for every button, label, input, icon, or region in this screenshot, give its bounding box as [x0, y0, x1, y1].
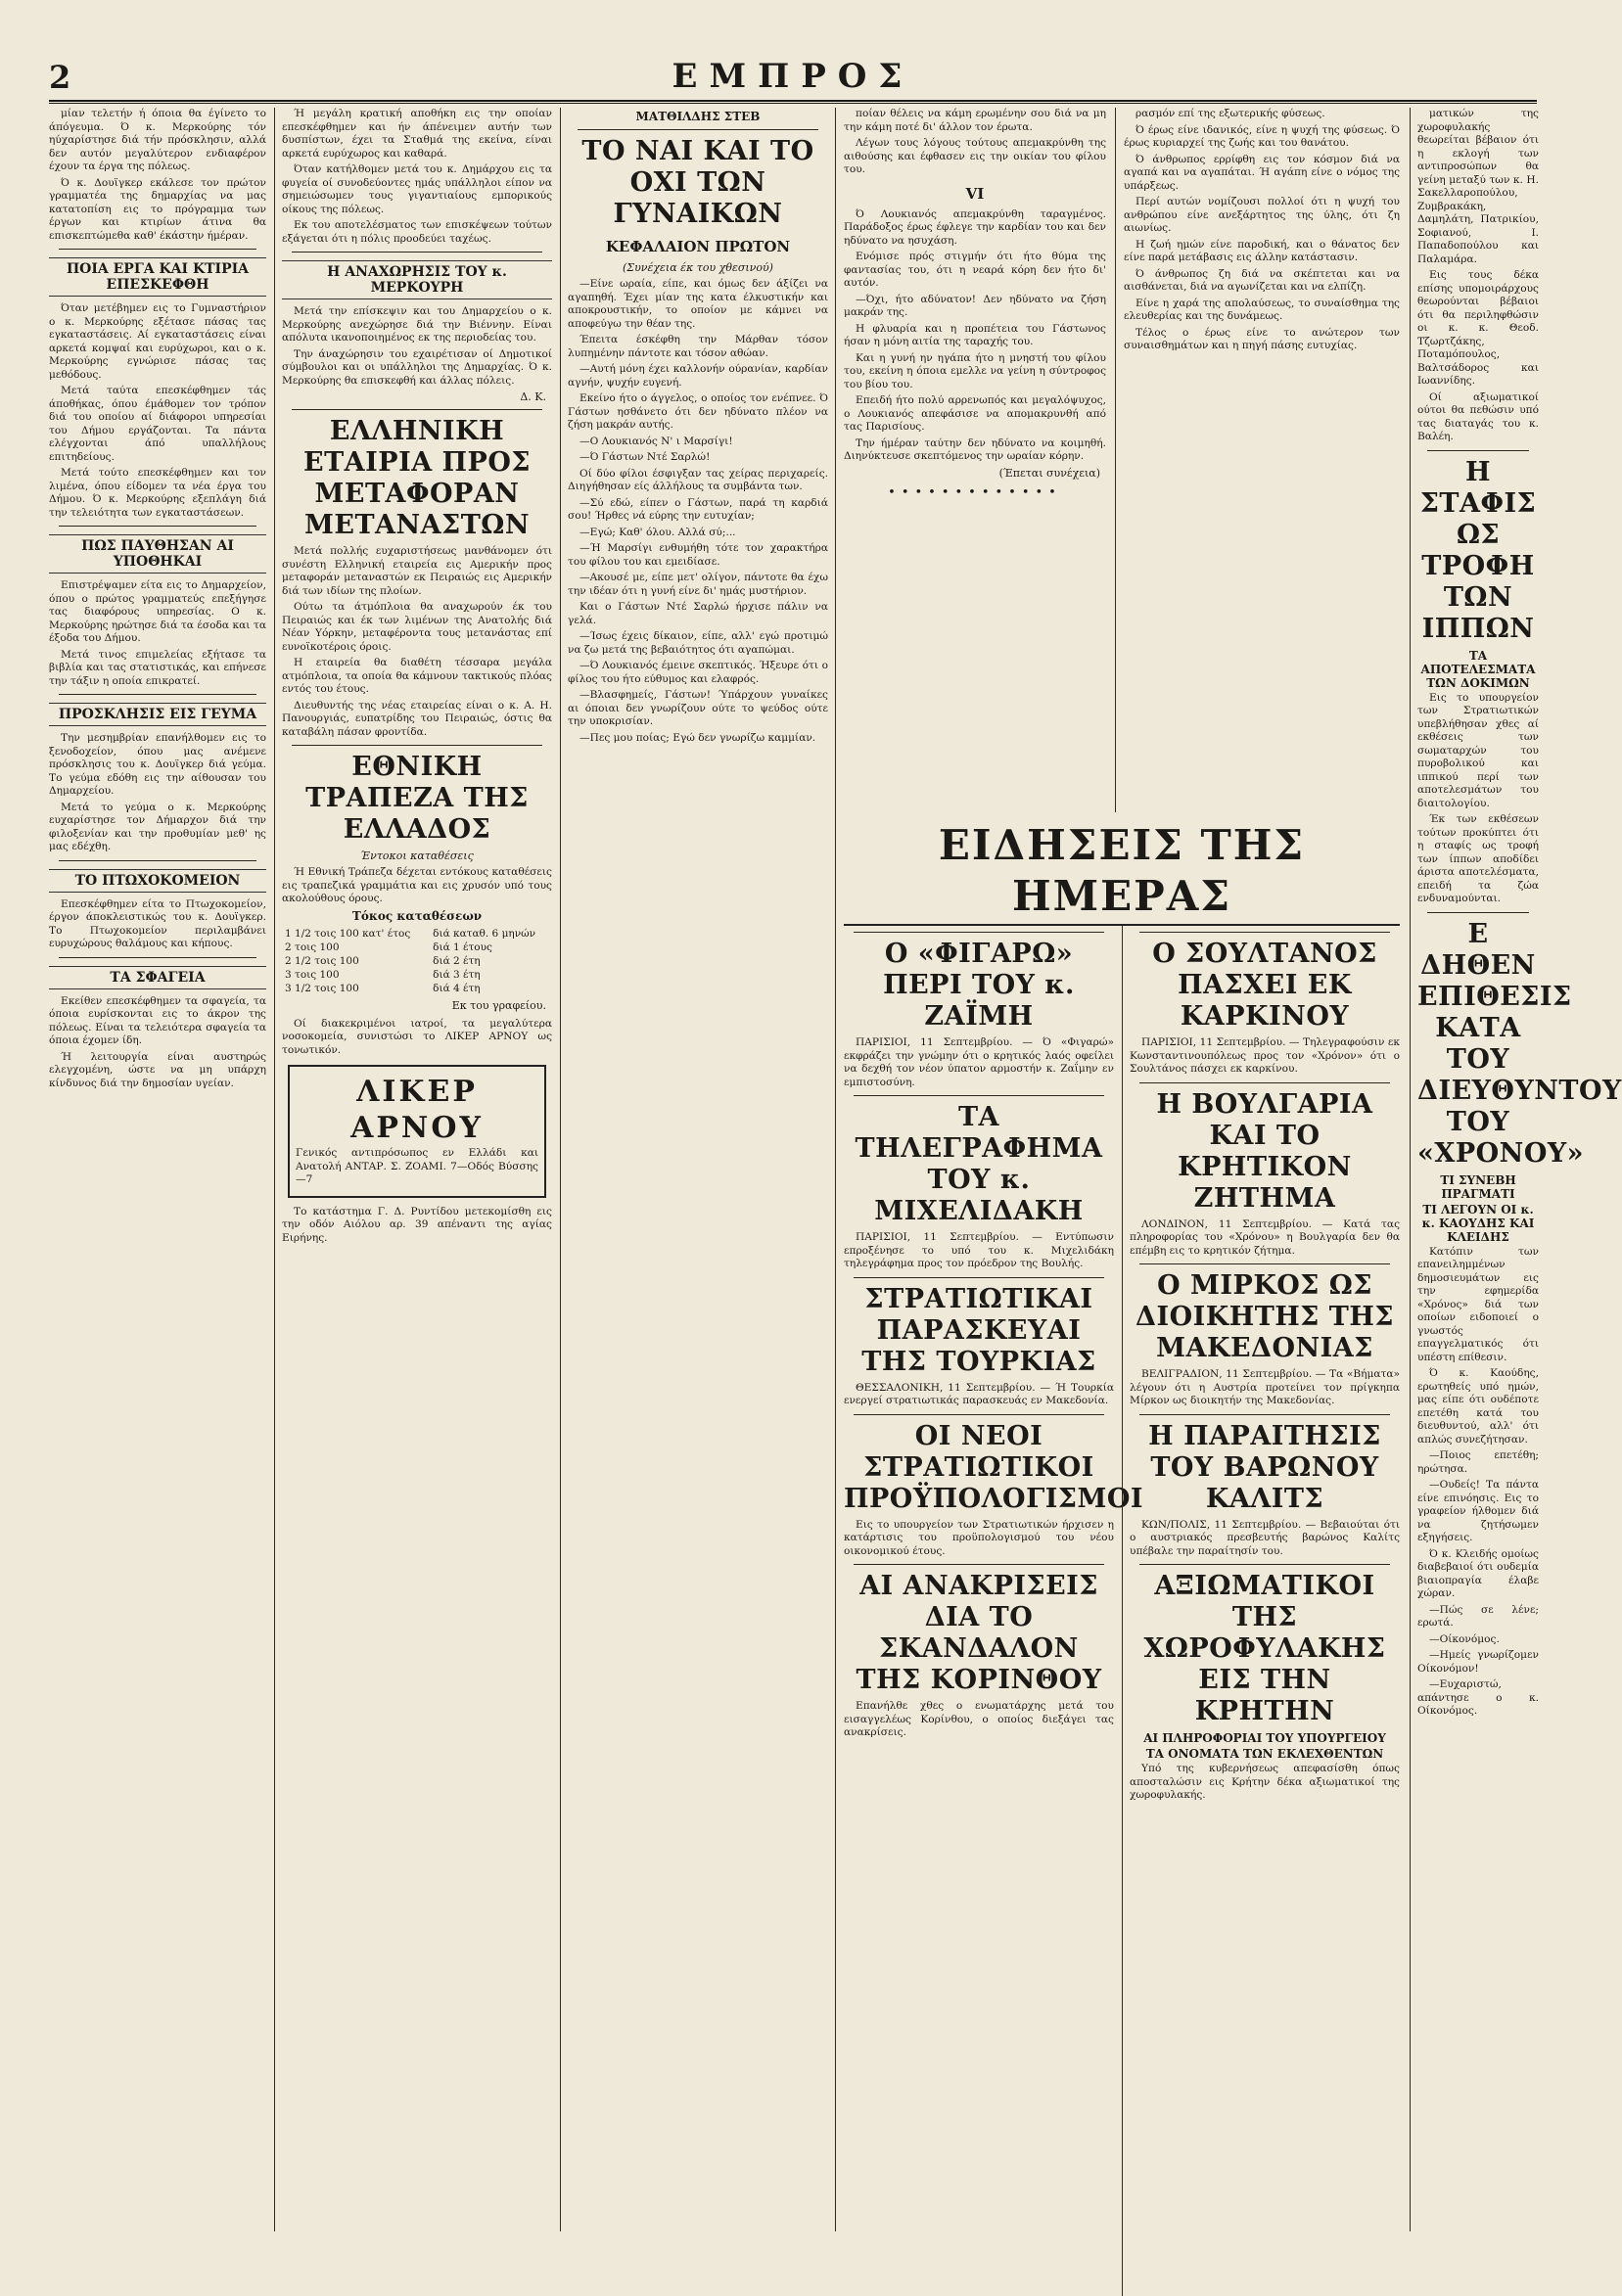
subheadline: ΤΑ ΟΝΟΜΑΤΑ ΤΩΝ ΕΚΛΕΧΘΕΝΤΩΝ	[1145, 1747, 1384, 1761]
table-cell: 3 τοις 100	[285, 968, 340, 981]
headline: Ο ΣΟΥΛΤΑΝΟΣ ΠΑΣΧΕΙ ΕΚ ΚΑΡΚΙΝΟΥ	[1152, 939, 1377, 1032]
section-heading: ΠΡΟΣΚΛΗΣΙΣ ΕΙΣ ΓΕΥΜΑ	[49, 703, 266, 726]
table-cell: διά 4 έτη	[433, 982, 481, 994]
paragraph: —Πώς σε λένε; ερωτά.	[1417, 1603, 1539, 1629]
rule	[854, 932, 1104, 933]
headline: Ο ΜΙΡΚΟΣ ΩΣ ΔΙΟΙΚΗΤΗΣ ΤΗΣ ΜΑΚΕΔΟΝΙΑΣ	[1135, 1270, 1394, 1363]
signature: Δ. Κ.	[520, 390, 546, 403]
paragraph: Έπειτα έσκέφθη την Μάρθαν τόσον λυπημένην πάντοτε και τόσον αθώαν.	[568, 334, 828, 359]
table-cell: διά 2 έτη	[433, 954, 481, 967]
table-row	[282, 982, 552, 995]
headline: Η ΠΑΡΑΙΤΗΣΙΣ ΤΟΥ ΒΑΡΩΝΟΥ ΚΑΛΙΤΣ	[1148, 1420, 1381, 1514]
paragraph: —Πες μου ποίας; Εγώ δεν γνωρίζω καμμίαν.	[579, 731, 816, 744]
headline: ΟΙ ΝΕΟΙ ΣΤΡΑΤΙΩΤΙΚΟΙ ΠΡΟΫΠΟΛΟΓΙΣΜΟΙ	[844, 1420, 1144, 1514]
paragraph: —Ποιος επετέθη; ηρώτησα.	[1417, 1449, 1539, 1475]
rule	[854, 1095, 1104, 1096]
paragraph: Ό άνθρωπος ζη διά να σκέπτεται και να αισθάνεται, διά να αγωνίζεται και να ελπίζη.	[1124, 267, 1400, 293]
table-row	[282, 927, 552, 941]
paragraph: ΛΟΝΔΙΝΟΝ, 11 Σεπτεμβρίου. — Κατά τας πληροφορίας του «Χρόνου» η Βουλγαρία δεν θα επέμβη εις το κρητικόν ζήτημα.	[1130, 1217, 1400, 1257]
section-heading: ΠΩΣ ΠΑΥΘΗΣΑΝ ΑΙ ΥΠΟΘΗΚΑΙ	[49, 534, 266, 574]
paragraph: ΘΕΣΣΑΛΟΝΙΚΗ, 11 Σεπτεμβρίου. — Ή Τουρκία ενεργεί στρατιωτικάς παρασκευάς εν Μακεδονία.	[844, 1381, 1114, 1406]
paragraph: —Ό Γάστων Ντέ Σαρλώ!	[579, 451, 711, 463]
paragraph: Περί αυτών νομίζουσι πολλοί ότι η ψυχή του ανθρώπου είνε ανεξάρτητος της ύλης, ότι ζη αιωνίως.	[1124, 196, 1400, 234]
subheadline: ΤΙ ΛΕΓΟΥΝ ΟΙ κ. κ. ΚΑΟΥΔΗΣ ΚΑΙ ΚΛΕΙΔΗΣ	[1421, 1202, 1535, 1244]
paragraph: Ούτω τα άτμόπλοια θα αναχωρούν έκ του Πειραιώς και έκ των λιμένων της Ανατολής διά Νέαν Υόρκην, μεταφέροντα τους μετανάστας επί ευνοϊκοτέροις όροις.	[282, 601, 552, 653]
paragraph: ΠΑΡΙΣΙΟΙ, 11 Σεπτεμβρίου. — Εντύπωσιν επροξένησε το υπό του κ. Μιχελιδάκη τηλεγράφημα προς τον πρόεδρον της Βουλής.	[844, 1231, 1114, 1269]
rule	[292, 252, 542, 253]
paragraph: —Όχι, ήτο αδύνατον! Δεν ηδύνατο να ζήση μακράν της.	[844, 293, 1106, 318]
news-right-column	[1130, 926, 1400, 2296]
paragraph: —Ευχαριστώ, απάντησε ο κ. Οίκονόμος.	[1417, 1678, 1539, 1717]
paragraph: Ό Λουκιανός απεμακρύνθη ταραγμένος. Παράδοξος έρως έφλεγε την καρδίαν του και δεν ηδύνατο να ησυχάση.	[844, 207, 1106, 247]
chapter-heading: VI	[965, 184, 985, 203]
ad-line: Γενικός αντιπρόσωπος εν Ελλάδι και Ανατολή ΑΝΤΑΡ. Σ. ΖΟΑΜΙ. 7—Οδός Βύσσης—7	[296, 1147, 538, 1185]
headline: ΑΞΙΩΜΑΤΙΚΟΙ ΤΗΣ ΧΩΡΟΦΥΛΑΚΗΣ ΕΙΣ ΤΗΝ ΚΡΗΤΗΝ	[1143, 1571, 1386, 1726]
paragraph: Μετά ταύτα επεσκέφθημεν τάς άποθήκας, όπου έμάθομεν τον τρόπον διά του οποίου αί διάφοροι υπηρεσίαι του Δήμου εργάζονται. Τα πάντα ελέγχονται άπό υπαλλήλους επιτηδείους.	[49, 385, 266, 463]
paragraph: —Ίσως έχεις δίκαιον, είπε, αλλ' εγώ προτιμώ να ζω μετά της βεβαιότητος ότι αγαπώμαι.	[568, 630, 828, 656]
masthead: ΕΜΠΡΟΣ	[672, 57, 914, 96]
paragraph: Ό έρως είνε ιδανικός, είνε η ψυχή της φύσεως. Ό έρως κυριαρχεί της ζωής και του θανάτου.	[1124, 123, 1400, 149]
paragraph: Ό κ. Κλειδής ομοίως διαβεβαιοί ότι ουδεμία βιαιοπραγία έλαβε χώραν.	[1417, 1547, 1539, 1599]
column-divider	[1410, 108, 1411, 2231]
paragraph: ματικών της χωροφυλακής θεωρείται βέβαιον ότι η εκλογή των αντιπροσώπων θα γείνη μεταξύ των κ. Η. Σακελλαροπούλου, Ζυμβρακάκη, Δαμηλάτη, Πατρικίου, Σοφιανού, Ι. Παπαδοπούλου και Παλαμάρα.	[1417, 108, 1539, 265]
rule	[1139, 1564, 1390, 1565]
headline: Ε ΔΗΘΕΝ ΕΠΙΘΕΣΙΣ ΚΑΤΑ ΤΟΥ ΔΙΕΥΘΥΝΤΟΥ ΤΟΥ «ΧΡΟΝΟΥ»	[1417, 918, 1622, 1169]
paragraph: Το κατάστημα Γ. Δ. Ρυντίδου μετεκομίσθη εις την οδόν Αιόλου αρ. 39 απέναντι της αγίας Ειρήνης.	[282, 1205, 552, 1244]
deposit-rate-table	[282, 909, 552, 995]
rule	[292, 409, 542, 410]
paragraph: —Ο Λουκιανός Ν' ι Μαρσίγι!	[579, 435, 733, 447]
rule	[578, 129, 818, 130]
rule	[1139, 1414, 1390, 1415]
header-rule	[49, 100, 1537, 104]
paragraph: Εις το υπουργείον των Στρατιωτικών ήρχισεν η κατάρτισις του προϋπολογισμού του νέου οικονομικού έτους.	[844, 1518, 1114, 1557]
news-section-title: ΕΙΔΗΣΕΙΣ ΤΗΣ ΗΜΕΡΑΣ	[938, 821, 1306, 920]
rule	[854, 1414, 1104, 1415]
headline: ΑΙ ΑΝΑΚΡΙΣΕΙΣ ΔΙΑ ΤΟ ΣΚΑΝΔΑΛΟΝ ΤΗΣ ΚΟΡΙΝΘΟΥ	[856, 1571, 1102, 1695]
column-1	[49, 108, 266, 2231]
column-6	[1417, 108, 1622, 2231]
section-heading: ΤΟ ΠΤΩΧΟΚΟΜΕΙΟΝ	[49, 869, 266, 893]
paragraph: Η φλυαρία και η προπέτεια του Γάστωνος ήσαν η μόνη αιτία της ταραχής του.	[844, 322, 1106, 347]
paragraph: Την μεσημβρίαν επανήλθομεν εις το ξενοδοχείον, όπου μας ανέμενε πρόσκλησις του κ. Δουϊγκερ διά γεύμα. Το γεύμα εδόθη εις την αίθουσαν του Δημαρχείου.	[49, 732, 266, 797]
paragraph: Εις τους δέκα επίσης υπομοιράρχους θεωρούνται βέβαιοι ότι θα περιληφθώσιν οι κ. κ. Θεοδ. Τζωρτζάκης, Ποταμόπουλος, Βαλτσάδορος και Ιωαννίδης.	[1417, 269, 1539, 387]
paragraph: Μετά τινος επιμελείας εξήτασε τα βιβλία και τας στατιστικάς, και επήνεσε την τάξιν η οποία επικρατεί.	[49, 648, 266, 687]
paragraph: Η εταιρεία θα διαθέτη τέσσαρα μεγάλα ατμόπλοια, τα οποία θα κάμνουν τακτικούς πλόας εντός του έτους.	[282, 657, 552, 695]
column-5	[1124, 108, 1400, 812]
table-cell: 2 τοις 100	[285, 941, 340, 953]
table-cell: διά καταθ. 6 μηνών	[433, 927, 536, 940]
headline: ΕΘΝΙΚΗ ΤΡΑΠΕΖΑ ΤΗΣ ΕΛΛΑΔΟΣ	[305, 752, 529, 845]
paragraph: Εκείνο ήτο ο άγγελος, ο οποίος τον ενέπνεε. Ό Γάστων ησθάνετο ότι δεν ηδύνατο πλέον να ζήση μακράν αυτής.	[568, 392, 828, 431]
paragraph: Μετά τούτο επεσκέφθημεν και τον λιμένα, όπου είδομεν τα νέα έργα του Δήμου. Ό κ. Μερκούρης εξεπλάγη διά την τελειότητα των εγκαταστάσεων.	[49, 467, 266, 519]
subheadline: ΤΙ ΣΥΝΕΒΗ ΠΡΑΓΜΑΤΙ	[1440, 1172, 1516, 1201]
rule	[1427, 450, 1529, 451]
headline: Ο «ΦΙΓΑΡΩ» ΠΕΡΙ ΤΟΥ κ. ΖΑΪΜΗ	[883, 939, 1075, 1032]
table-cell: 3 1/2 τοις 100	[285, 982, 359, 994]
rule	[1139, 1082, 1390, 1083]
advertisement	[288, 1065, 546, 1198]
section-heading: ΤΑ ΣΦΑΓΕΙΑ	[49, 966, 266, 989]
table-title: Τόκος καταθέσεων	[351, 908, 483, 923]
column-4	[844, 108, 1106, 812]
column-divider	[560, 108, 561, 2231]
paragraph: ποίαν θέλεις να κάμη ερωμένην σου διά να μη την κάμη ποτέ δι' άλλον τον έρωτα.	[844, 108, 1106, 133]
paragraph: Ή λειτουργία είναι αυστηρώς ελεγχομένη, ώστε να μη υπάρχη κίνδυνος διά την δημοσίαν υγείαν.	[49, 1050, 266, 1089]
paragraph: Επεσκέφθημεν είτα το Πτωχοκομείον, έργον άποκλειστικώς του κ. Δουϊγκερ. Το Πτωχοκομείον περιλαμβάνει ευρυχώρους θαλάμους και κήπους.	[49, 897, 266, 949]
headline: ΤΟ ΝΑΙ ΚΑΙ ΤΟ ΟΧΙ ΤΩΝ ΓΥΝΑΙΚΩΝ	[581, 136, 814, 229]
paragraph: Και ο Γάστων Ντέ Σαρλώ ήρχισε πάλιν να γελά.	[568, 601, 828, 626]
paragraph: Και η γυνή ην ηγάπα ήτο η μνηστή του φίλου του, εκείνη η όποια εμελλε να γείνη η σύντροφος του βίου του.	[844, 351, 1106, 390]
paragraph: Όταν κατήλθομεν μετά του κ. Δημάρχου εις τα φυγεία οί συνοδεύοντες ημάς υπάλληλοι είπον να σημειώσωμεν τους γιγαντιαίους εμπορικούς οίκους της πόλεως.	[282, 163, 552, 215]
column-divider	[1122, 926, 1123, 2296]
paragraph: Εκείθεν επεσκέφθημεν τα σφαγεία, τα όποια ευρίσκονται εις το άκρον της πόλεως. Είναι τα τελειότερα σφαγεία τα όποια έχομεν ίδη.	[49, 994, 266, 1046]
headline: ΤΑ ΤΗΛΕΓΡΑΦΗΜΑ ΤΟΥ κ. ΜΙΧΕΛΙΔΑΚΗ	[855, 1102, 1103, 1226]
rule	[59, 694, 256, 695]
paragraph: Οί διακεκριμένοι ιατροί, τα μεγαλύτερα νοσοκομεία, συνιστώσι το ΛΙΚΕΡ ΑΡΝΟΥ ως τονωτικόν.	[282, 1017, 552, 1056]
paragraph: —Εγώ; Καθ' όλου. Αλλά σύ;...	[579, 526, 736, 538]
rule	[1139, 1263, 1390, 1264]
ad-line: ΑΡΝΟΥ	[350, 1111, 484, 1145]
paragraph: ρασμόν επί της εξωτερικής φύσεως.	[1135, 108, 1325, 119]
paragraph: —Αυτή μόνη έχει καλλονήν ούρανίαν, καρδίαν αγνήν, ψυχήν ευγενή.	[568, 363, 828, 389]
paragraph: Κατόπιν των επανειλημμένων δημοσιευμάτων εις την εφημερίδα «Χρόνος» διά των οποίων ειδοποιεί ο γνωστός επαγγελματικός ότι υπέστη επίθεσιν.	[1417, 1245, 1539, 1363]
paragraph: Λέγων τους λόγους τούτους απεμακρύνθη της αιθούσης και έφθασεν εις την οικίαν του φίλου του.	[844, 137, 1106, 175]
chapter-heading: ΚΕΦΑΛΑΙΟΝ ΠΡΩΤΟΝ	[605, 238, 791, 255]
paragraph: ΠΑΡΙΣΙΟΙ, 11 Σεπτεμβρίου. — Τηλεγραφούσιν εκ Κωνσταντινουπόλεως προς τον «Χρόνον» ότι ο Σουλτάνος πάσχει εκ καρκίνου.	[1130, 1036, 1400, 1075]
paragraph: Μετά πολλής ευχαριστήσεως μανθάνομεν ότι συνέστη Ελληνική εταιρεία εις Αμερικήν προς μεταφοράν μεταναστών εκ Πειραιώς εις Αμερικήν διά των ιδίων της πλοίων.	[282, 545, 552, 597]
paragraph: —Είνε ωραία, είπε, και όμως δεν άξίζει να αγαπηθή. Έχει μίαν της κατα έλκυστικήν και αποκρουστικήν, το οποίον με κάμνει να αποφεύγω την θέαν της.	[568, 278, 828, 330]
paragraph: Εις το υπουργείον των Στρατιωτικών υπεβλήθησαν χθες αί εκθέσεις των σωματαρχών του πυροβολικού και ιππικού περί των αποτελεσμάτων του διαιτολογίου.	[1417, 691, 1539, 809]
paragraph: Έκ των εκθέσεων τούτων προκύπτει ότι η σταφίς ως τροφή των ίππων αποδίδει άριστα αποτελέσματα, επειδή τα ζώα ενδυναμούνται.	[1417, 813, 1539, 904]
subheadline: ΜΑΤΘΙΛΔΗΣ ΣΤΕΒ	[635, 110, 761, 123]
rule	[59, 957, 256, 958]
table-cell: 1 1/2 τοις 100 κατ' έτος	[285, 927, 411, 940]
table-cell: διά 1 έτους	[433, 941, 492, 953]
paragraph: ΒΕΛΙΓΡΑΔΙΟΝ, 11 Σεπτεμβρίου. — Τα «Βήματα» λέγουν ότι η Αυστρία προτείνει τον πρίγκηπα Μίρκον ως διοικητήν της Μακεδονίας.	[1130, 1368, 1400, 1406]
caption: Έντοκοι καταθέσεις	[360, 850, 474, 862]
rule	[854, 1277, 1104, 1278]
paragraph: ΚΩΝ/ΠΟΛΙΣ, 11 Σεπτεμβρίου. — Βεβαιούται ότι ο αυστριακός πρεσβευτής βαρώνος Καλίτς υπέβαλε την παραίτησίν του.	[1130, 1518, 1400, 1557]
paragraph: Διευθυντής της νέας εταιρείας είναι ο κ. Α. Η. Πανουργιάς, ευπατρίδης του Πειραιώς, όστις θα καταβάλη πάσαν φροντίδα.	[282, 699, 552, 738]
paragraph: Είνε η χαρά της απολαύσεως, το συναίσθημα της ελευθερίας και της δυνάμεως.	[1124, 297, 1400, 322]
paragraph: Η ζωή ημών είνε παροδική, και ο θάνατος δεν είνε παρά μετάβασις εις άλλην κατάστασιν.	[1124, 238, 1400, 263]
section-heading: ΠΟΙΑ ΕΡΓΑ ΚΑΙ ΚΤΙΡΙΑ ΕΠΕΣΚΕΦΘΗ	[49, 257, 266, 297]
paragraph: Επιστρέψαμεν είτα εις το Δημαρχείον, όπου ο πρώτος γραμματεύς επεξήγησε τας διαφόρους υπηρεσίας. Ο κ. Μερκούρης ηρώτησε διά τα έσοδα και τα έξοδα του Δήμου.	[49, 579, 266, 644]
paragraph: Επανήλθε χθες ο ενωματάρχης μετά του εισαγγελέως Κορίνθου, ο οποίος διεξάγει τας ανακρίσεις.	[844, 1700, 1114, 1738]
paragraph: —Οίκονόμος.	[1429, 1632, 1500, 1645]
paragraph: —Ημείς γνωρίζομεν Οίκονόμον!	[1417, 1649, 1539, 1675]
signature: (Έπεται συνέχεια)	[998, 466, 1100, 480]
paragraph: Μετά την επίσκεψιν και του Δημαρχείου ο κ. Μερκούρης ανεχώρησε διά την Βιέννην. Είναι απόλυτα ικανοποιημένος εκ της περιοδείας του.	[282, 305, 552, 344]
paragraph: —Ή Μαρσίγι ενθυμήθη τότε τον χαρακτήρα του φίλου του και εμειδίασε.	[568, 542, 828, 568]
ad-line: ΛΙΚΕΡ	[356, 1075, 478, 1109]
paragraph: —Ουδείς! Τα πάντα είνε επινόησις. Εις το γραφείον ήλθομεν διά να ζητήσωμεν εξηγήσεις.	[1417, 1479, 1539, 1543]
paragraph: —Ακουσέ με, είπε μετ' ολίγον, πάντοτε θα έχω την ιδέαν ότι η γυνή είνε δι' ημάς μυστήριον.	[568, 572, 828, 597]
caption: (Συνέχεια έκ του χθεσινού)	[623, 261, 773, 274]
paragraph: Την άναχώρησιν του εχαιρέτισαν οί Δημοτικοί σύμβουλοι και οι υπάλληλοι της Δημαρχίας. Ό κ. Μερκούρης θα επισκεφθή και άλλας πόλεις.	[282, 347, 552, 387]
paragraph: Ό άνθρωπος ερρίφθη εις τον κόσμον διά να αγαπά και να αγαπάται. Ή αγάπη είνε ο νόμος της υπάρξεως.	[1124, 153, 1400, 192]
rule	[59, 526, 256, 527]
column-divider	[1115, 108, 1116, 812]
paragraph: Ή μεγάλη κρατική αποθήκη εις την οποίαν επεσκέφθημεν και ήν άπένειμεν αυτήν των δυσπίστων, έχει τα Σταθμά της εκείνα, είναι αρκετά ευρύχωρος και καθαρά.	[282, 108, 552, 160]
column-3	[568, 108, 828, 2231]
column-2	[282, 108, 552, 2231]
rule	[1139, 932, 1390, 933]
paragraph: —Σύ εδώ, είπεν ο Γάστων, παρά τη καρδιά σου! Ήρθες νά εύρης την ευτυχίαν;	[568, 496, 828, 522]
paragraph: Επειδή ήτο πολύ αρρενωπός και μεγαλόψυχος, ο Λουκιανός απεφάσισε να απομακρυνθή από τας Παρισίους.	[844, 394, 1106, 433]
paragraph: Εκ του αποτελέσματος των επισκέψεων τούτων εξάγεται ότι η πόλις προοδεύει ταχέως.	[282, 219, 552, 245]
paragraph: —Ό Λουκιανός έμεινε σκεπτικός. Ήξευρε ότι ο φίλος του ήτο εύθυμος και ελαφρός.	[568, 660, 828, 685]
headline: ΕΛΛΗΝΙΚΗ ΕΤΑΙΡΙΑ ΠΡΟΣ ΜΕΤΑΦΟΡΑΝ ΜΕΤΑΝΑΣΤΩΝ	[303, 416, 531, 540]
page-number: 2	[49, 59, 71, 96]
paragraph: —Βλασφημείς, Γάστων! Ύπάρχουν γυναίκες αι όποιαι δεν γνωρίζουν ούτε το ψεύδος ούτε την υποκρισίαν.	[568, 689, 828, 727]
table-cell: διά 3 έτη	[433, 968, 481, 981]
rule	[59, 249, 256, 250]
section-heading: Η ΑΝΑΧΩΡΗΣΙΣ ΤΟΥ κ. ΜΕΡΚΟΥΡΗ	[282, 260, 552, 299]
headline: ΣΤΡΑΤΙΩΤΙΚΑΙ ΠΑΡΑΣΚΕΥΑΙ ΤΗΣ ΤΟΥΡΚΙΑΣ	[861, 1283, 1096, 1377]
headline: Η ΣΤΑΦΙΣ ΩΣ ΤΡΟΦΗ ΤΩΝ ΙΠΠΩΝ	[1419, 456, 1537, 644]
paragraph: Οί αξιωματικοί ούτοι θα πεθώσιν υπό τας διαταγάς του κ. Βαλέη.	[1417, 390, 1539, 442]
column-divider	[274, 108, 275, 2231]
rule	[854, 1564, 1104, 1565]
headline: Η ΒΟΥΛΓΑΡΙΑ ΚΑΙ ΤΟ ΚΡΗΤΙΚΟΝ ΖΗΤΗΜΑ	[1156, 1088, 1373, 1214]
table-row	[282, 941, 552, 954]
paragraph: Μετά το γεύμα ο κ. Μερκούρης ευχαρίστησε τον Δήμαρχον διά την φιλοξενίαν και την προθυμίαν μεθ' ης μας εδέχθη.	[49, 801, 266, 852]
news-left-column	[844, 926, 1144, 2296]
news-of-the-day-section	[844, 820, 1400, 2296]
paragraph: Ό κ. Καούδης, ερωτηθείς υπό ημών, μας είπε ότι ουδέποτε επετέθη κατά του διευθυντού, αλλ' ότι απλώς συνεζήτησαν.	[1417, 1367, 1539, 1446]
table-row	[282, 954, 552, 968]
rule	[1427, 912, 1529, 913]
paragraph: ΠΑΡΙΣΙΟΙ, 11 Σεπτεμβρίου. — Ό «Φιγαρώ» εκφράζει την γνώμην ότι ο κρητικός λαός οφείλει να δεχθή τον νέον ύπατον αρμοστήν κ. Ζαΐμην εν εμπιστοσύνη.	[844, 1036, 1114, 1088]
rule	[292, 745, 542, 746]
paragraph: Ενόμισε πρός στιγμήν ότι ήτο θύμα της φαντασίας του, ότι η νεαρά κόρη δεν ήτο δι' αυτόν.	[844, 251, 1106, 289]
subheadline: ΑΙ ΠΛΗΡΟΦΟΡΙΑΙ ΤΟΥ ΥΠΟΥΡΓΕΙΟΥ	[1143, 1731, 1386, 1745]
ornament: •••••••••••••	[888, 484, 1062, 500]
signature: Εκ του γραφείου.	[451, 998, 546, 1012]
page-header	[49, 57, 1537, 98]
subheadline: ΤΑ ΑΠΟΤΕΛΕΣΜΑΤΑ ΤΩΝ ΔΟΚΙΜΩΝ	[1420, 648, 1536, 690]
paragraph: Όταν μετέβημεν εις το Γυμναστήριον ο κ. Μερκούρης εξέτασε πάσας τας εγκαταστάσεις. Αί εγκαταστάσεις είναι αρκετά κομψαί και ευρύχωροι, και ο κ. Μερκούρης εγνώρισε πάσας τας μεθόδους.	[49, 302, 266, 381]
paragraph: μίαν τελετήν ή όποια θα έγίνετο το άπόγευμα. Ό κ. Μερκούρης τόν ηύχαρίστησε διά τήν πρόσκλησιν, αλλά δεν αυτόν μεγαλύτερον ενδιαφέρον έχουν τα έργα της πόλεως.	[49, 108, 266, 172]
table-row	[282, 968, 552, 982]
paragraph: Τέλος ο έρως είνε το ανώτερον των συναισθημάτων και η πηγή πάσης ευτυχίας.	[1124, 326, 1400, 351]
paragraph: Ό κ. Δουϊγκερ εκάλεσε τον πρώτον γραμματέα της δημαρχίας να μας κατατοπίση εις το πρόγραμμα των έργων και κτιρίων άτινα θα επισκεπτώμεθα καθ' έκάστην ήμέραν.	[49, 176, 266, 242]
paragraph: Υπό της κυβερνήσεως απεφασίσθη όπως αποσταλώσιν εις Κρήτην δέκα αξιωματικοί της χωροφυλακής.	[1130, 1763, 1400, 1801]
paragraph: Ή Εθνική Τράπεζα δέχεται εντόκους καταθέσεις εις τραπεζικά γραμμάτια και εις χρυσόν υπό τους ακολούθους όρους.	[282, 866, 552, 904]
paragraph: Την ήμέραν ταύτην δεν ηδύνατο να κοιμηθή. Διηνύκτευσε σκεπτόμενος την ωραίαν κόρην.	[844, 436, 1106, 462]
paragraph: Οί δύο φίλοι έσφιγξαν τας χείρας περιχαρείς. Διηγήθησαν είς άλλήλους τα συμβάντα των.	[568, 467, 828, 492]
table-cell: 2 1/2 τοις 100	[285, 954, 359, 967]
rule	[59, 860, 256, 861]
column-divider	[835, 108, 836, 2231]
